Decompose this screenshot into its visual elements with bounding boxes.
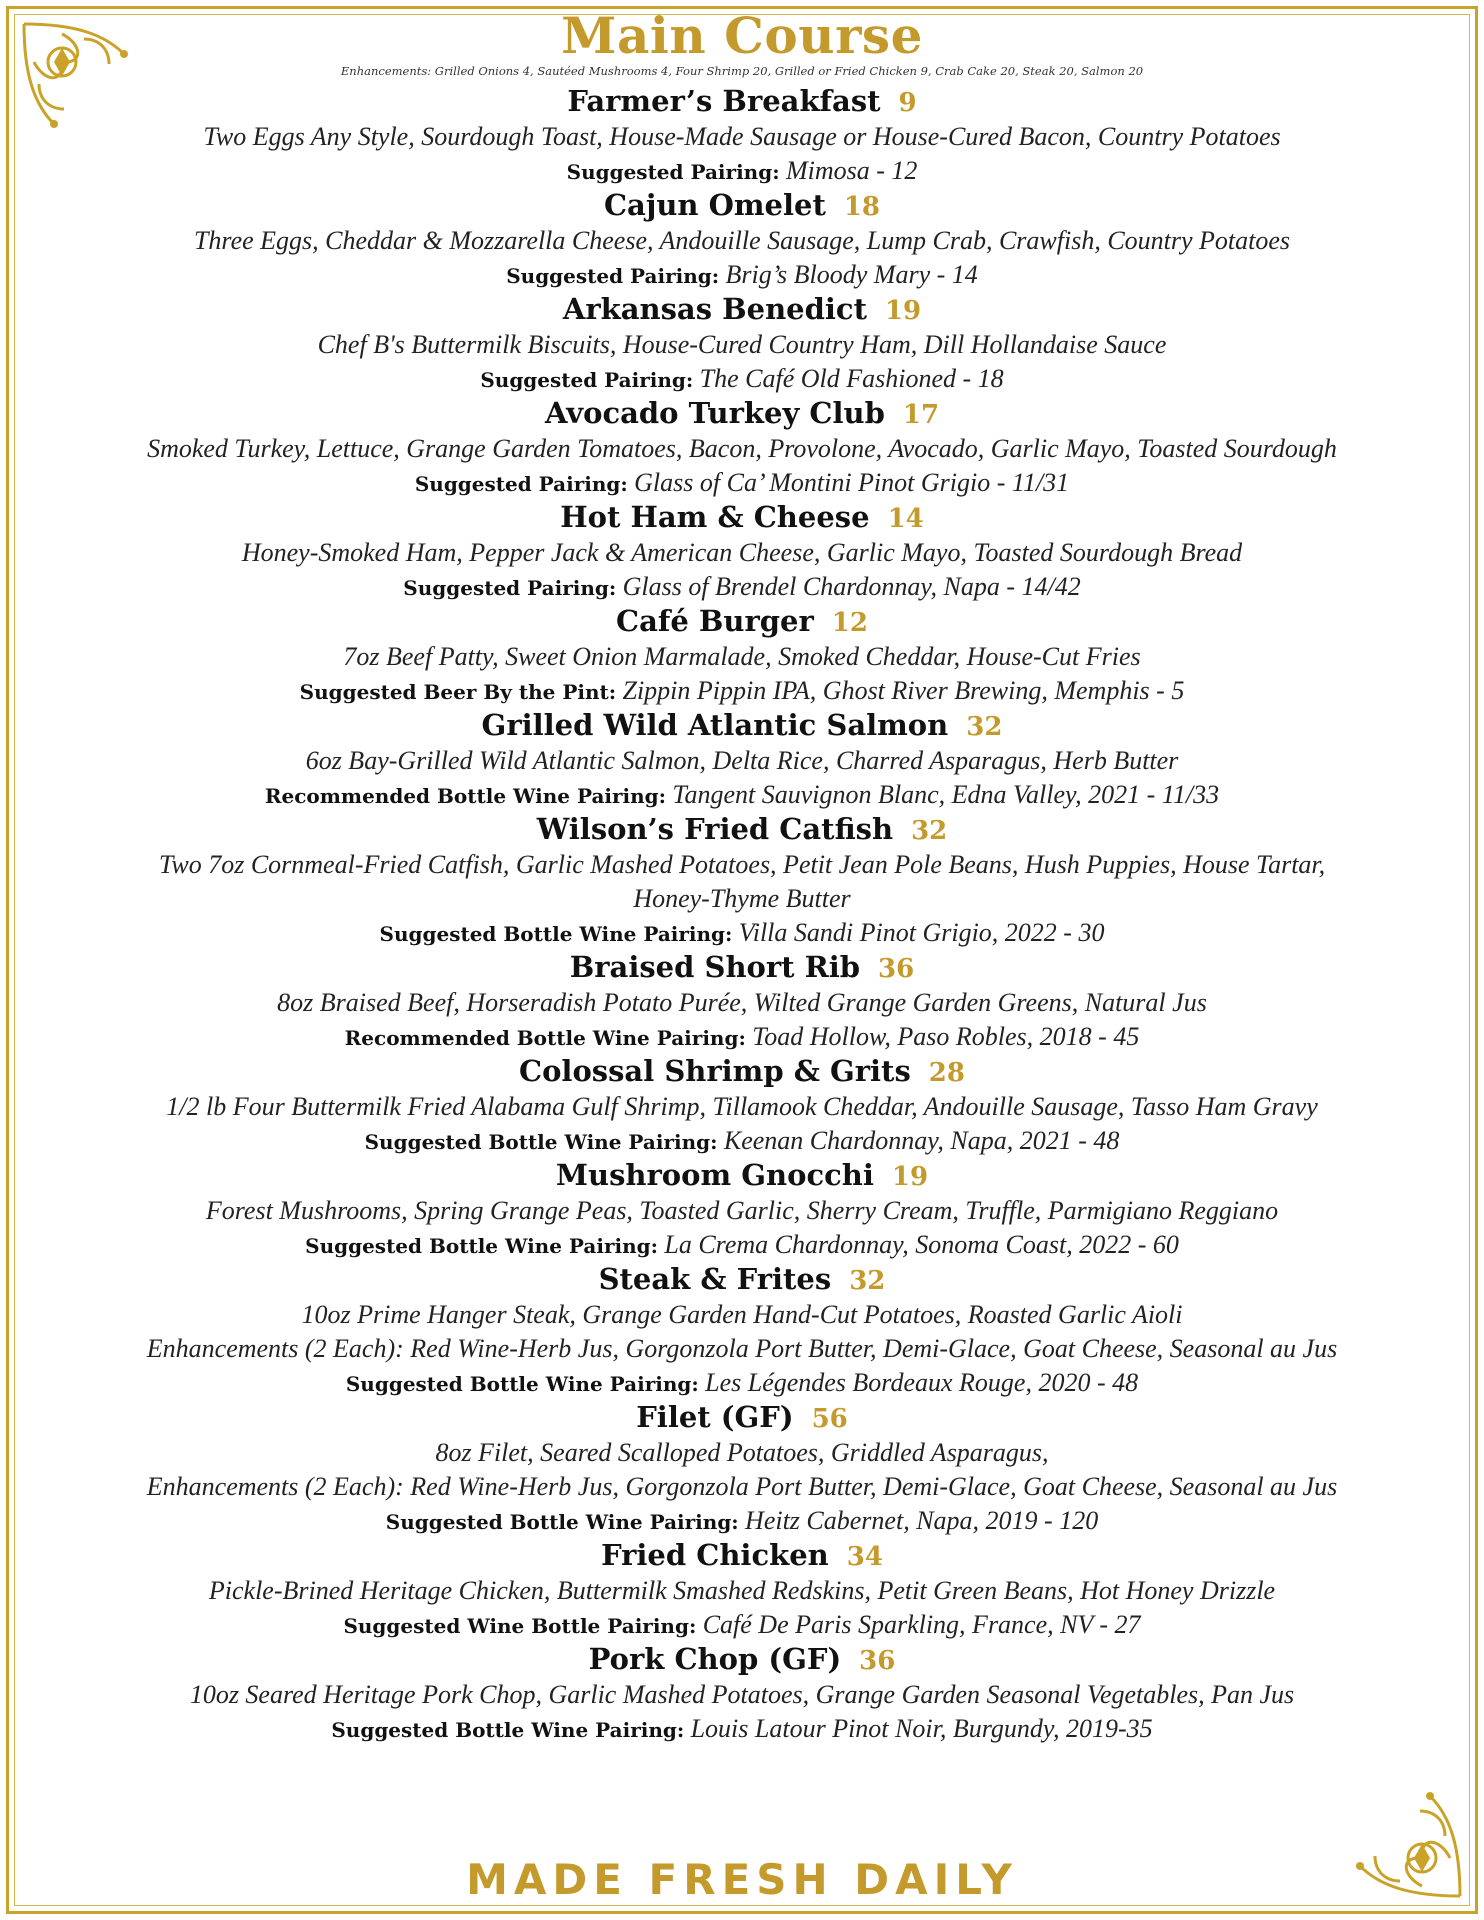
pairing-value: Louis Latour Pinot Noir, Burgundy, 2019-35	[690, 1714, 1153, 1743]
menu-item-pairing	[40, 778, 1444, 813]
pairing-label: Suggested Beer By the Pint:	[299, 680, 617, 704]
menu-item-name: Fried Chicken	[601, 1538, 829, 1572]
menu-item-description: 8oz Braised Beef, Horseradish Potato Purée, Wilted Grange Garden Greens, Natural Jus	[277, 988, 1207, 1017]
menu-item-description: Enhancements (2 Each): Red Wine-Herb Jus, Gorgonzola Port Butter, Demi-Glace, Goat Cheese, Seasonal au Jus	[146, 1334, 1338, 1363]
menu-item-pairing	[40, 916, 1444, 951]
menu-item-pairing	[40, 1228, 1444, 1263]
menu-item-heading	[40, 1263, 1444, 1298]
menu-item-description: 6oz Bay-Grilled Wild Atlantic Salmon, Delta Rice, Charred Asparagus, Herb Butter	[305, 746, 1179, 775]
menu-item-heading	[40, 293, 1444, 328]
menu-item-name: Avocado Turkey Club	[544, 396, 885, 430]
page-title: Main Course	[561, 6, 923, 65]
menu-item-description: Honey-Smoked Ham, Pepper Jack & American Cheese, Garlic Mayo, Toasted Sourdough Bread	[241, 538, 1243, 567]
menu-item-name: Colossal Shrimp & Grits	[519, 1054, 911, 1088]
pairing-label: Suggested Bottle Wine Pairing:	[364, 1130, 718, 1154]
pairing-value: Zippin Pippin IPA, Ghost River Brewing, Memphis - 5	[622, 676, 1185, 705]
menu-item-heading	[40, 813, 1444, 848]
menu-item	[40, 1263, 1444, 1401]
menu-item-name: Braised Short Rib	[569, 950, 861, 984]
menu-item-pairing	[40, 362, 1444, 397]
menu-item-description: Honey-Thyme Butter	[633, 884, 851, 913]
menu-item-name: Pork Chop (GF)	[588, 1642, 842, 1676]
pairing-value: Toad Hollow, Paso Robles, 2018 - 45	[752, 1022, 1140, 1051]
menu-item-pairing	[40, 570, 1444, 605]
menu-item	[40, 1055, 1444, 1159]
menu-item-price: 19	[891, 1162, 929, 1192]
pairing-label: Suggested Bottle Wine Pairing:	[385, 1510, 739, 1534]
menu-item	[40, 85, 1444, 189]
menu-item-heading	[40, 189, 1444, 224]
menu-item	[40, 397, 1444, 501]
menu-item-price: 28	[928, 1058, 965, 1088]
menu-item-name: Cajun Omelet	[603, 188, 826, 222]
menu-item	[40, 951, 1444, 1055]
menu-item-heading	[40, 501, 1444, 536]
menu-item-heading	[40, 1159, 1444, 1194]
pairing-label: Suggested Bottle Wine Pairing:	[345, 1372, 699, 1396]
menu-item-pairing	[40, 1608, 1444, 1643]
menu-item-description: Smoked Turkey, Lettuce, Grange Garden Tomatoes, Bacon, Provolone, Avocado, Garlic Mayo, Toasted Sourdough	[147, 434, 1337, 463]
menu-items	[40, 85, 1444, 1747]
menu-item-heading	[40, 1643, 1444, 1678]
pairing-label: Recommended Bottle Wine Pairing:	[344, 1026, 746, 1050]
menu-item-name: Arkansas Benedict	[562, 292, 867, 326]
menu-item-pairing	[40, 1124, 1444, 1159]
pairing-value: La Crema Chardonnay, Sonoma Coast, 2022 - 60	[664, 1230, 1179, 1259]
menu-item-description: 10oz Seared Heritage Pork Chop, Garlic Mashed Potatoes, Grange Garden Seasonal Vegetables, Pan Jus	[189, 1680, 1295, 1709]
menu-item-description: Pickle-Brined Heritage Chicken, Buttermilk Smashed Redskins, Petit Green Beans, Hot Honey Drizzle	[208, 1576, 1276, 1605]
menu-item-description: 7oz Beef Patty, Sweet Onion Marmalade, Smoked Cheddar, House-Cut Fries	[343, 642, 1141, 671]
menu-item-price: 32	[849, 1266, 886, 1296]
menu-item-heading	[40, 605, 1444, 640]
menu-page	[40, 8, 1444, 1747]
menu-item-price: 32	[966, 712, 1003, 742]
menu-item-heading	[40, 951, 1444, 986]
menu-item-heading	[40, 1055, 1444, 1090]
pairing-value: Keenan Chardonnay, Napa, 2021 - 48	[723, 1126, 1120, 1155]
menu-item	[40, 1539, 1444, 1643]
pairing-label: Suggested Pairing:	[506, 264, 720, 288]
menu-item-price: 32	[911, 816, 948, 846]
menu-item-name: Hot Ham & Cheese	[560, 500, 870, 534]
pairing-label: Suggested Pairing:	[480, 368, 694, 392]
pairing-label: Suggested Bottle Wine Pairing:	[379, 922, 733, 946]
menu-item	[40, 189, 1444, 293]
menu-item-price: 19	[884, 296, 922, 326]
menu-item	[40, 813, 1444, 951]
pairing-label: Suggested Bottle Wine Pairing:	[305, 1234, 659, 1258]
menu-item	[40, 709, 1444, 813]
pairing-value: Les Légendes Bordeaux Rouge, 2020 - 48	[705, 1368, 1139, 1397]
pairing-label: Suggested Pairing:	[414, 472, 628, 496]
menu-item	[40, 1643, 1444, 1747]
menu-item-name: Wilson’s Fried Catfish	[536, 812, 894, 846]
menu-item-description: Two 7oz Cornmeal-Fried Catfish, Garlic Mashed Potatoes, Petit Jean Pole Beans, Hush Puppies, House Tartar,	[158, 850, 1326, 879]
menu-item-name: Mushroom Gnocchi	[555, 1158, 874, 1192]
menu-item-price: 12	[831, 608, 868, 638]
menu-item-pairing	[40, 1020, 1444, 1055]
menu-item-price: 14	[887, 504, 924, 534]
enhancements-note: Enhancements: Grilled Onions 4, Sautéed Mushrooms 4, Four Shrimp 20, Grilled or Fried Chicken 9, Crab Cake 20, Steak 20, Salmon 20	[340, 64, 1144, 78]
menu-item-name: Filet (GF)	[636, 1400, 794, 1434]
pairing-value: Tangent Sauvignon Blanc, Edna Valley, 2021 - 11/33	[672, 780, 1220, 809]
pairing-label: Suggested Bottle Wine Pairing:	[331, 1718, 685, 1742]
pairing-value: Heitz Cabernet, Napa, 2019 - 120	[745, 1506, 1099, 1535]
menu-item-heading	[40, 85, 1444, 120]
menu-item-name: Farmer’s Breakfast	[567, 84, 881, 118]
pairing-value: Glass of Ca’ Montini Pinot Grigio - 11/31	[634, 468, 1070, 497]
menu-item-price: 34	[846, 1542, 883, 1572]
menu-item-pairing	[40, 674, 1444, 709]
pairing-value: Café De Paris Sparkling, France, NV - 27	[702, 1610, 1141, 1639]
menu-item-price: 18	[843, 192, 881, 222]
menu-item-pairing	[40, 258, 1444, 293]
menu-item-description: Three Eggs, Cheddar & Mozzarella Cheese, Andouille Sausage, Lump Crab, Crawfish, Country Potatoes	[193, 226, 1291, 255]
menu-item-name: Café Burger	[616, 604, 814, 638]
menu-item-pairing	[40, 1366, 1444, 1401]
pairing-label: Suggested Pairing:	[403, 576, 617, 600]
pairing-value: Villa Sandi Pinot Grigio, 2022 - 30	[738, 918, 1105, 947]
menu-item-price: 9	[898, 88, 917, 118]
menu-item-pairing	[40, 1504, 1444, 1539]
menu-item	[40, 1401, 1444, 1539]
menu-item-heading	[40, 1401, 1444, 1436]
menu-item-heading	[40, 709, 1444, 744]
menu-item-description: 8oz Filet, Seared Scalloped Potatoes, Griddled Asparagus,	[435, 1438, 1049, 1467]
pairing-label: Suggested Pairing:	[566, 160, 780, 184]
pairing-value: Mimosa - 12	[785, 156, 918, 185]
pairing-value: The Café Old Fashioned - 18	[699, 364, 1004, 393]
menu-item-description: Enhancements (2 Each): Red Wine-Herb Jus, Gorgonzola Port Butter, Demi-Glace, Goat Cheese, Seasonal au Jus	[146, 1472, 1338, 1501]
menu-item-heading	[40, 1539, 1444, 1574]
menu-item-price: 36	[859, 1646, 896, 1676]
pairing-value: Brig’s Bloody Mary - 14	[725, 260, 978, 289]
menu-item-heading	[40, 397, 1444, 432]
menu-item	[40, 501, 1444, 605]
menu-item-price: 56	[811, 1404, 848, 1434]
pairing-value: Glass of Brendel Chardonnay, Napa - 14/42	[622, 572, 1081, 601]
menu-item-description: 10oz Prime Hanger Steak, Grange Garden Hand-Cut Potatoes, Roasted Garlic Aioli	[301, 1300, 1183, 1329]
menu-item	[40, 1159, 1444, 1263]
footer-tagline: MADE FRESH DAILY	[466, 1855, 1018, 1904]
menu-item-price: 36	[878, 954, 915, 984]
menu-item-price: 17	[902, 400, 940, 430]
menu-item-pairing	[40, 466, 1444, 501]
menu-item-description: 1/2 lb Four Buttermilk Fried Alabama Gulf Shrimp, Tillamook Cheddar, Andouille Sausage, Tasso Ham Gravy	[166, 1092, 1318, 1121]
menu-item	[40, 293, 1444, 397]
menu-item-pairing	[40, 1712, 1444, 1747]
menu-item-description: Chef B's Buttermilk Biscuits, House-Cured Country Ham, Dill Hollandaise Sauce	[317, 330, 1167, 359]
menu-item-description: Forest Mushrooms, Spring Grange Peas, Toasted Garlic, Sherry Cream, Truffle, Parmigiano Reggiano	[205, 1196, 1279, 1225]
menu-item	[40, 605, 1444, 709]
menu-item-description: Two Eggs Any Style, Sourdough Toast, House-Made Sausage or House-Cured Bacon, Country Potatoes	[203, 122, 1281, 151]
pairing-label: Suggested Wine Bottle Pairing:	[343, 1614, 697, 1638]
menu-item-name: Grilled Wild Atlantic Salmon	[481, 708, 949, 742]
menu-item-pairing	[40, 154, 1444, 189]
pairing-label: Recommended Bottle Wine Pairing:	[264, 784, 667, 808]
menu-item-name: Steak & Frites	[598, 1262, 832, 1296]
